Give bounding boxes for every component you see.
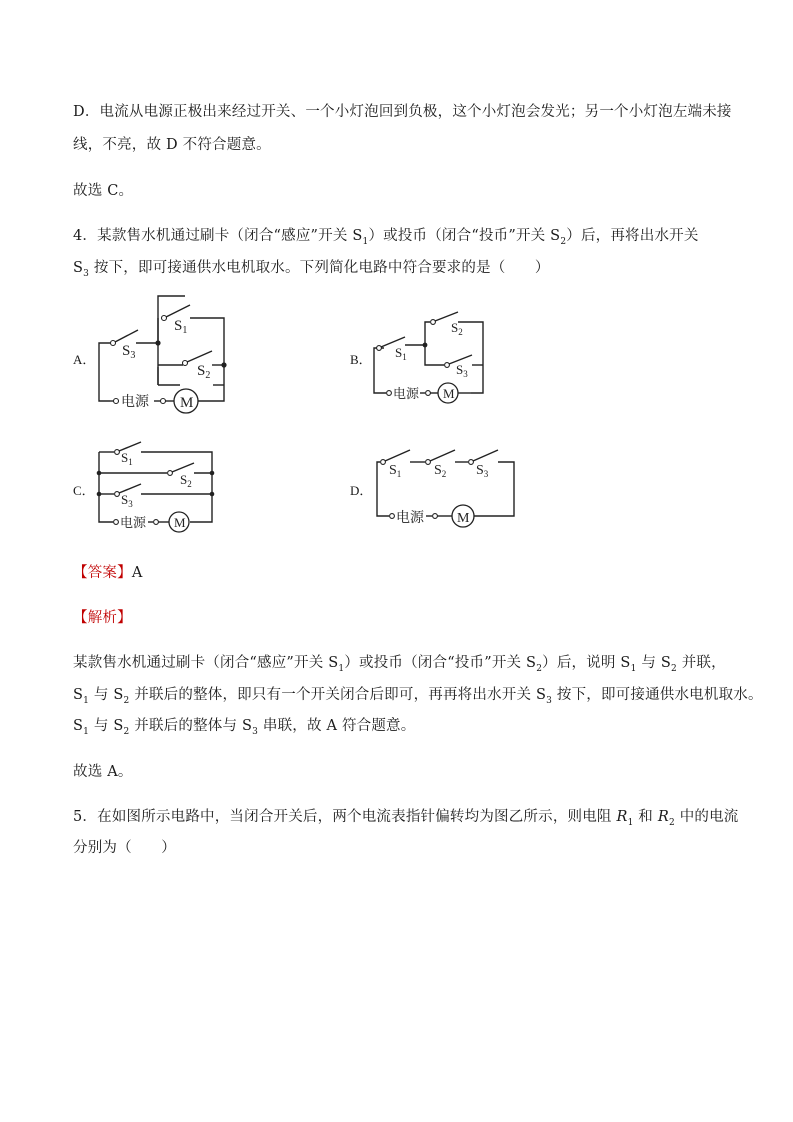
answer-label: 【答案】	[73, 565, 132, 581]
analysis-line2: $S_1$ 与 $S_2$ 并联后的整体，即只有一个开关闭合后即可，再再将出水开关 $S_3$ 按下，即可接通供水电机取水。	[73, 687, 763, 706]
previous-choice: 故选 C。	[73, 183, 134, 199]
analysis-choice: 故选 A。	[73, 764, 133, 780]
svg-text:M: M	[174, 515, 186, 530]
circuit-d-power-label: 电源	[396, 511, 424, 526]
circuit-a-s1-label: $S_1$	[174, 318, 188, 336]
option-a-label[interactable]: A．	[73, 352, 96, 367]
circuit-b-s1-label: $S_1$	[395, 345, 407, 362]
circuit-d-s2-label: $S_2$	[434, 463, 447, 479]
circuit-a-s2-label: $S_2$	[197, 363, 211, 381]
analysis-line3: $S_1$ 与 $S_2$ 并联后的整体与 $S_3$ 串联，故 A 符合题意。	[73, 718, 416, 737]
circuit-c-power-label: 电源	[120, 515, 147, 530]
circuit-c-s2-label: $S_2$	[180, 472, 192, 489]
q4-line1: 4．某款售水机通过刷卡（闭合“感应”开关 $S_1$）或投币（闭合“投币”开关 $S_2$）后，再将出水开关	[73, 228, 699, 247]
circuit-b-s2-label: $S_2$	[451, 320, 463, 337]
option-d-text-line2: 线，不亮，故 D 不符合题意。	[73, 137, 271, 153]
q5-line1: 5．在如图所示电路中，当闭合开关后，两个电流表指针偏转均为图乙所示，则电阻 $R_1$ 和 $R_2$ 中的电流	[73, 809, 739, 828]
circuit-c-s1-label: $S_1$	[121, 450, 133, 467]
svg-text:M: M	[457, 511, 470, 526]
circuit-a-s3-label: $S_3$	[122, 343, 136, 361]
q4-line2: $S_3$ 按下，即可接通供水电机取水。下列简化电路中符合要求的是（ ）	[73, 260, 550, 279]
circuit-a-power-label: 电源	[121, 395, 149, 410]
answer-value: A	[131, 565, 143, 581]
option-b-label[interactable]: B．	[350, 352, 372, 367]
option-d-label[interactable]: D．	[350, 483, 373, 498]
circuit-d-s3-label: $S_3$	[476, 463, 489, 479]
analysis-line1: 某款售水机通过刷卡（闭合“感应”开关 $S_1$）或投币（闭合“投币”开关 $S_2$）后，说明 $S_1$ 与 $S_2$ 并联，	[73, 655, 726, 674]
svg-text:M: M	[443, 386, 455, 401]
option-d-text-line1: D．电流从电源正极出来经过开关、一个小灯泡回到负极，这个小灯泡会发光；另一个小灯泡左端未接	[73, 104, 732, 120]
option-c-label[interactable]: C．	[73, 483, 95, 498]
q5-line2: 分别为（ ）	[73, 840, 176, 856]
circuit-b-s3-label: $S_3$	[456, 362, 468, 379]
circuit-c-s3-label: $S_3$	[121, 492, 133, 509]
svg-text:M: M	[180, 395, 194, 411]
answer-row	[73, 561, 142, 582]
circuit-d-s1-label: $S_1$	[389, 463, 402, 479]
circuit-b-power-label: 电源	[393, 386, 420, 401]
analysis-label: 【解析】	[73, 610, 132, 626]
